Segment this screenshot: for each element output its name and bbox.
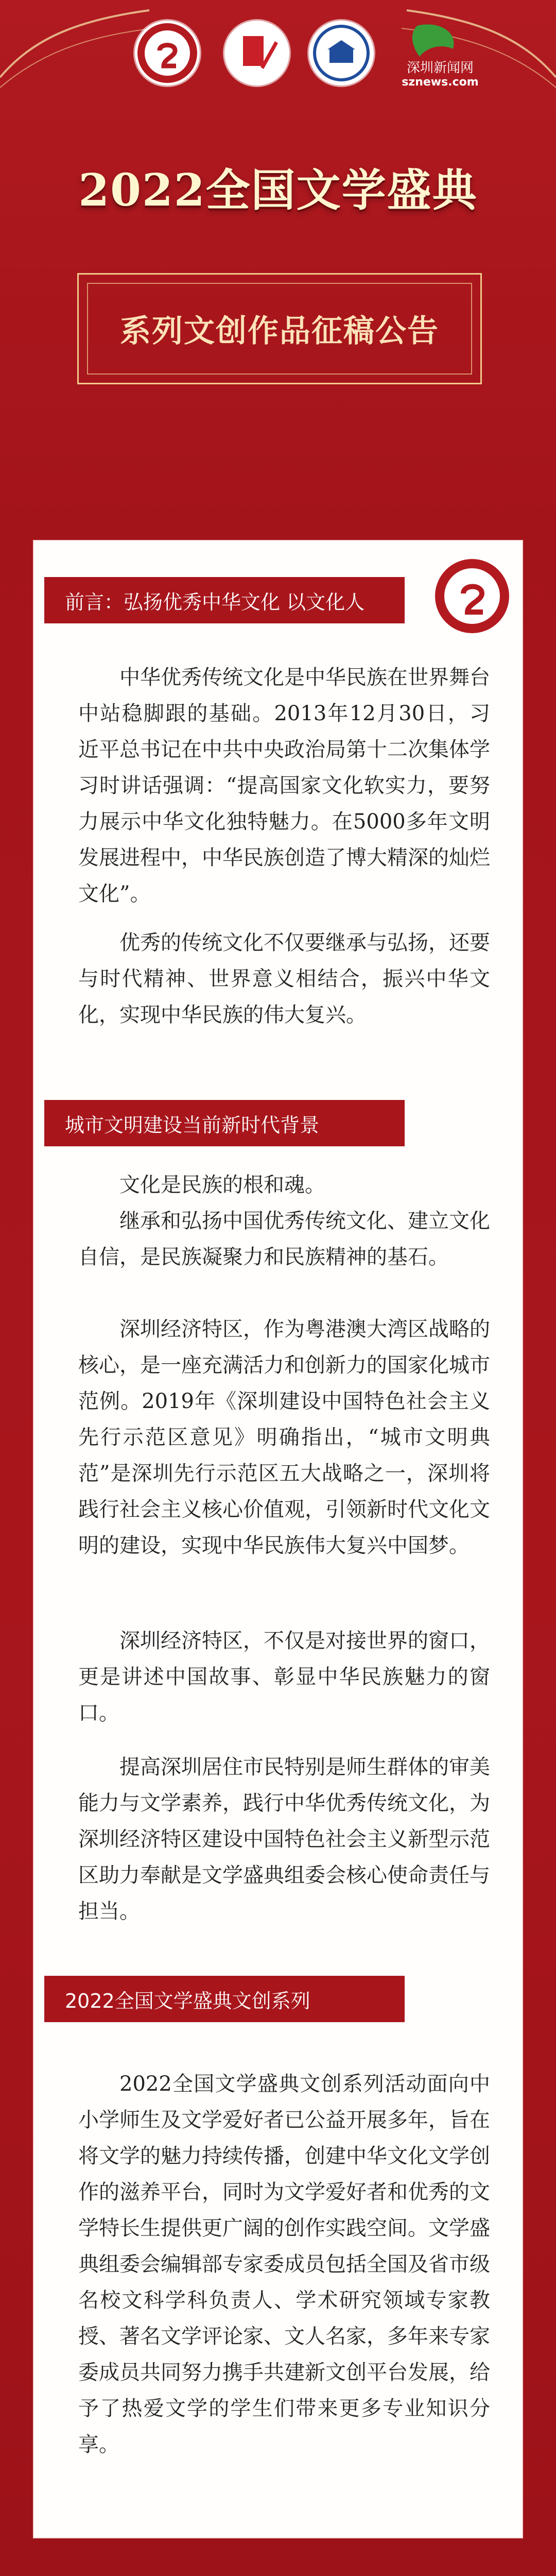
paragraph: 优秀的传统文化不仅要继承与弘扬，还要与时代精神、世界意义相结合，振兴中华文化，实现中华民族的伟大复兴。 [78,931,490,1027]
paragraph: 2022全国文学盛典文创系列活动面向中小学师生及文学爱好者已公益开展多年，旨在将文学的魅力持续传播，创建中华文化文学创作的滋养平台，同时为文学爱好者和优秀的文学特长生提供更广阔的创作实践空间。文学盛典组委会编辑部专家委成员包括全国及省市级名校文科学科负责人、学术研究领域专家教授、著名文学评论家、文人名家，多年来专家委成员共同努力携手共建新文创平台发展，给予了热爱文学的学生们带来更多专业知识分享。 [78,2072,490,2456]
pen-logo [224,21,289,86]
sznews-logo [391,21,489,88]
paragraph: 深圳经济特区，作为粤港澳大湾区战略的核心，是一座充满活力和创新力的国家化城市范例。2019年《深圳建设中国特色社会主义先行示范区意见》明确指出，“城市文明典范”是深圳先行示范区五大战略之一，深圳将践行社会主义核心价值观，引领新时代文化文明的建设，实现中华民族伟大复兴中国梦。 [78,1317,490,1557]
logo-row [0,21,556,93]
subtitle-frame [77,273,482,384]
content-panel [34,541,522,2537]
logo-text: 深圳新闻网 [406,60,474,76]
paragraph: 中华优秀传统文化是中华民族在世界舞台中站稳脚跟的基础。2013年12月30日，习近平总书记在中共中央政治局第十二次集体学习时讲话强调：“提高国家文化软实力，要努力展示中华文化独特魅力。在5000多年文明发展进程中，中华民族创造了博大精深的灿烂文化”。 [78,666,490,906]
university-logo [309,21,374,86]
header [0,0,556,541]
festival-seal-logo [135,21,200,86]
paragraph: 提高深圳居住市民特别是师生群体的审美能力与文学素养，践行中华优秀传统文化，为深圳经济特区建设中国特色社会主义新型示范区助力奉献是文学盛典组委会核心使命责任与担当。 [78,1755,490,1923]
paragraph: 深圳经济特区，不仅是对接世界的窗口，更是讲述中国故事、彰显中华民族魅力的窗口。 [78,1629,490,1725]
paragraph: 继承和弘扬中国优秀传统文化、建立文化自信，是民族凝聚力和民族精神的基石。 [78,1209,490,1269]
main-title: 2022全国文学盛典 [78,164,478,216]
section-title: 城市文明建设当前新时代背景 [44,1100,405,1146]
festival-seal-logo-small [433,557,511,635]
logo-url: sznews.com [402,76,479,88]
section-title: 前言：弘扬优秀中华文化 以文化人 [44,577,405,623]
paragraph: 文化是民族的根和魂。 [119,1173,325,1197]
subtitle: 系列文创作品征稿公告 [120,313,439,349]
section-title: 2022全国文学盛典文创系列 [44,1976,405,2022]
